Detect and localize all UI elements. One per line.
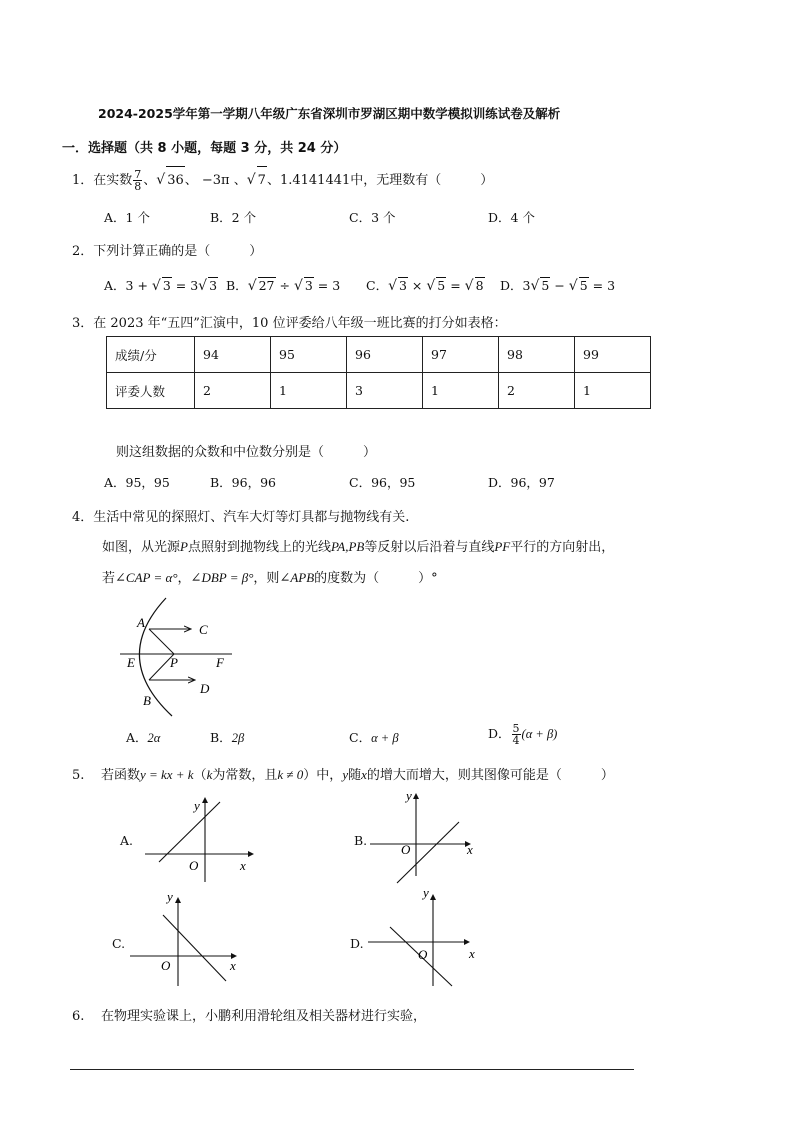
q2-option-b[interactable] <box>226 276 340 294</box>
q5-option-b-label[interactable]: B. <box>354 833 368 848</box>
text-part: 的增大而增大，则其图像可能是（ ） <box>366 768 614 783</box>
expr-part: 3 <box>522 278 531 293</box>
q5-option-c-label[interactable]: C. <box>112 936 126 951</box>
graph-a[interactable] <box>145 794 260 884</box>
origin-label: O <box>161 958 171 973</box>
math-part: (α + β) <box>521 727 558 741</box>
text-part: 若 <box>102 571 116 586</box>
expr-part: = 3 <box>588 278 616 293</box>
x-label: x <box>240 858 246 873</box>
q1-fraction <box>133 169 142 192</box>
x-label: x <box>469 946 475 961</box>
table-cell: 98 <box>499 337 575 373</box>
x-label: x <box>230 958 236 973</box>
label-f: F <box>216 655 224 670</box>
option-label: B． <box>226 278 248 293</box>
radicand: 3 <box>304 278 313 293</box>
origin-label: O <box>418 947 428 962</box>
label-d: D <box>200 681 210 696</box>
q5-option-a-label[interactable]: A. <box>120 833 134 848</box>
table-cell: 1 <box>575 373 651 409</box>
math-part: k <box>206 767 213 782</box>
q2-option-d[interactable] <box>500 276 615 294</box>
text-part: 若函数 <box>100 768 140 783</box>
sqrt-icon: √ <box>156 172 166 188</box>
text-part: 如图，从光源 <box>102 540 181 555</box>
option-label: A． <box>126 730 148 745</box>
x-label: x <box>467 842 473 857</box>
radicand: 5 <box>437 278 446 293</box>
question-number: 5. <box>72 768 85 783</box>
y-axis-arrow-icon <box>175 897 181 903</box>
text-part: ， <box>177 571 191 586</box>
label-a: A <box>137 615 145 630</box>
expr-part: = <box>446 278 465 293</box>
radicand: 3 <box>162 278 171 293</box>
radicand: 3 <box>209 278 218 293</box>
table-cell: 评委人数 <box>107 373 195 409</box>
x-axis-arrow-icon <box>248 851 254 857</box>
table-row <box>107 337 651 373</box>
expr-part: 3 + <box>125 278 152 293</box>
section-heading: 一．选择题（共 8 小题，每题 3 分，共 24 分） <box>62 141 347 156</box>
q4-option-a[interactable] <box>126 728 160 746</box>
math-part: y <box>342 767 349 782</box>
sqrt-icon: √ <box>247 278 257 294</box>
q1-prefix: 1．在实数 <box>72 173 133 188</box>
table-cell: 成绩/分 <box>107 337 195 373</box>
parabola-figure <box>120 596 250 718</box>
math-part: 2α <box>147 731 161 745</box>
sqrt-icon: √ <box>568 278 578 294</box>
option-label: B． <box>210 730 232 745</box>
page-title: 2024-2025学年第一学期八年级广东省深圳市罗湖区期中数学模拟训练试卷及解析 <box>98 106 561 121</box>
text-part: 在物理实验课上，小鹏利用滑轮组及相关器材进行实验， <box>100 1009 426 1024</box>
question-4-stem: 4．生活中常见的探照灯、汽车大灯等灯具都与抛物线有关. <box>72 510 410 525</box>
q4-d-fraction <box>512 723 521 746</box>
footer-divider <box>70 1069 634 1070</box>
origin-label: O <box>189 858 199 873</box>
question-3-stem: 3．在 2023 年“五四”汇演中，10 位评委给八年级一班比赛的打分如表格： <box>72 316 507 331</box>
y-label: y <box>406 788 412 803</box>
question-3-prompt: 则这组数据的众数和中位数分别是（ ） <box>116 445 377 460</box>
frac-num: 5 <box>512 722 520 735</box>
y-label: y <box>423 885 429 900</box>
function-line <box>159 802 220 862</box>
math-part: α + β <box>371 731 399 745</box>
table-cell: 95 <box>271 337 347 373</box>
math-part: ∠CAP = α° <box>115 570 178 585</box>
q4-option-c[interactable] <box>349 728 399 746</box>
math-part: PF <box>494 539 511 554</box>
graph-b[interactable] <box>370 786 480 884</box>
table-cell: 96 <box>347 337 423 373</box>
expr-part: − <box>550 278 569 293</box>
option-label: C． <box>366 278 389 293</box>
q2-option-c[interactable] <box>366 276 485 294</box>
text-part: ）中， <box>303 768 343 783</box>
graph-c[interactable] <box>130 888 245 988</box>
radicand: 5 <box>579 278 588 293</box>
sqrt-icon: √ <box>426 278 436 294</box>
radicand: 27 <box>258 278 275 293</box>
sqrt-icon: √ <box>293 278 303 294</box>
y-label: y <box>167 889 173 904</box>
y-axis-arrow-icon <box>202 797 208 803</box>
sqrt-icon: √ <box>246 172 256 188</box>
table-cell: 2 <box>195 373 271 409</box>
sqrt-icon: √ <box>198 278 208 294</box>
text-part: 随 <box>348 768 362 783</box>
math-part: ∠DBP = β° <box>190 570 254 585</box>
expr-part: × <box>407 278 427 293</box>
table-cell: 1 <box>271 373 347 409</box>
table-row <box>107 373 651 409</box>
option-label: D． <box>500 278 523 293</box>
text-part: 为常数，且 <box>212 768 278 783</box>
option-label: D． <box>488 726 511 741</box>
expr-part: = 3 <box>313 278 341 293</box>
label-c: C <box>199 622 208 637</box>
q1-tail: 、1.4141441中，无理数有（ ） <box>266 173 494 188</box>
q5-option-d-label[interactable]: D. <box>350 936 364 951</box>
radicand: 8 <box>475 278 484 293</box>
text-part: ，则 <box>253 571 280 586</box>
question-4-line3 <box>102 567 438 586</box>
function-line <box>163 915 226 981</box>
q3-option-b[interactable]: B．96，96 <box>210 475 276 490</box>
question-number: 6. <box>72 1009 85 1024</box>
y-label: y <box>194 798 200 813</box>
question-2-stem: 2．下列计算正确的是（ ） <box>72 244 263 259</box>
radicand: 5 <box>541 278 550 293</box>
question-5-stem <box>72 764 614 783</box>
q1-sqrt2: 7 <box>257 166 267 195</box>
label-b: B <box>143 693 151 708</box>
math-part: k ≠ 0 <box>277 767 304 782</box>
table-cell: 97 <box>423 337 499 373</box>
radicand: 3 <box>399 278 407 293</box>
text-part: 等反射以后沿着与直线 <box>364 540 495 555</box>
sqrt-icon: √ <box>464 278 474 294</box>
q2-option-a[interactable] <box>104 276 218 294</box>
text-part: 点照射到抛物线上的光线 <box>187 540 331 555</box>
q4-option-b[interactable] <box>210 728 244 746</box>
score-table <box>106 336 651 409</box>
sqrt-icon: √ <box>388 278 397 294</box>
q1-sep: 、 <box>143 173 157 188</box>
x-axis-arrow-icon <box>464 939 470 945</box>
q1-sqrt1: 36 <box>166 166 185 195</box>
option-label: C． <box>349 730 372 745</box>
text-part: （ <box>193 768 207 783</box>
text-part: 平行的方向射出， <box>510 540 615 555</box>
question-6-stem <box>72 1005 426 1024</box>
sqrt-icon: √ <box>151 278 161 294</box>
q1-mid: 、 −3π 、 <box>184 173 247 188</box>
table-cell: 94 <box>195 337 271 373</box>
text-part: 的度数为（ ）° <box>314 571 438 586</box>
option-label: A． <box>104 278 126 293</box>
label-e: E <box>127 655 135 670</box>
origin-label: O <box>401 842 411 857</box>
q1-option-d[interactable]: D．4 个 <box>488 210 535 225</box>
table-cell: 2 <box>499 373 575 409</box>
expr-part: ÷ <box>275 278 294 293</box>
graph-d[interactable] <box>368 884 483 988</box>
q4-option-d[interactable] <box>488 721 557 747</box>
expr-part: = 3 <box>171 278 199 293</box>
math-part: ∠APB <box>279 570 315 585</box>
question-1-stem <box>72 166 493 195</box>
math-part: P <box>180 539 188 554</box>
math-part: 2β <box>231 731 245 745</box>
frac-den: 4 <box>512 734 520 747</box>
q1-frac-den: 8 <box>134 180 142 193</box>
ray-ap <box>149 629 174 654</box>
sqrt-icon: √ <box>530 278 540 294</box>
question-4-line2 <box>102 536 614 555</box>
table-cell: 99 <box>575 337 651 373</box>
math-part: y = kx + k <box>139 767 194 782</box>
q1-frac-num: 7 <box>134 168 142 181</box>
y-axis-arrow-icon <box>413 793 419 799</box>
y-axis-arrow-icon <box>430 894 436 900</box>
q1-option-c[interactable]: C．3 个 <box>349 210 396 225</box>
label-p: P <box>170 655 178 670</box>
q3-option-c[interactable]: C．96，95 <box>349 475 416 490</box>
table-cell: 3 <box>347 373 423 409</box>
math-part: PA,PB <box>330 539 365 554</box>
q1-option-b[interactable]: B．2 个 <box>210 210 257 225</box>
table-cell: 1 <box>423 373 499 409</box>
q3-option-d[interactable]: D．96，97 <box>488 475 555 490</box>
q1-option-a[interactable]: A．1 个 <box>104 210 150 225</box>
q3-option-a[interactable]: A．95，95 <box>104 475 170 490</box>
math-part: x <box>361 767 367 782</box>
